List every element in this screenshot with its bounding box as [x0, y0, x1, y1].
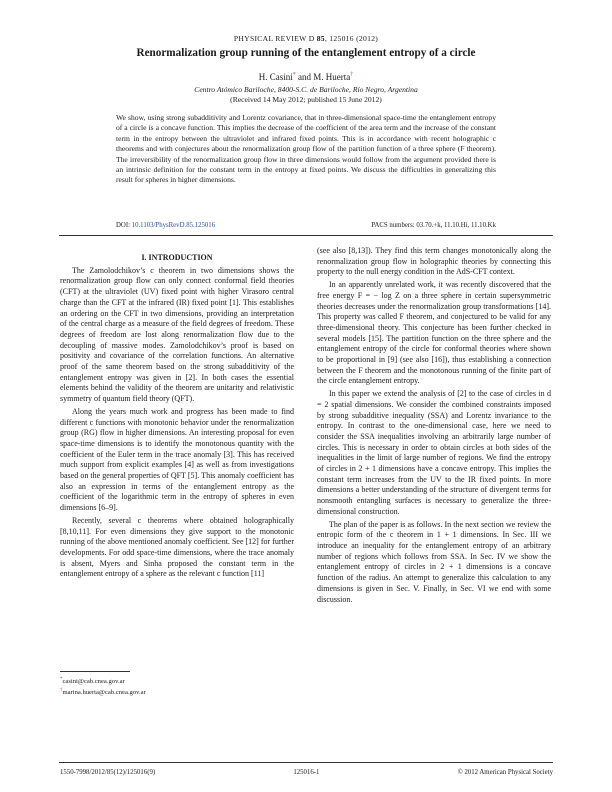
doi-link[interactable]: 10.1103/PhysRevD.85.125016: [131, 222, 216, 229]
email-casini[interactable]: casini@cab.cnea.gov.ar: [62, 678, 125, 686]
section-heading: I. INTRODUCTION: [141, 253, 213, 262]
right-column: [317, 246, 551, 605]
doi-label: DOI:: [116, 222, 130, 229]
abstract: We show, using strong subadditivity and Lorentz covariance, that in three-dimensional space-time the entanglement entropy of a circle is a concave function. This implies the decrease of the coefficient of the area term and the increase of the constant term in the entropy between the ultraviolet and infrared fixed points. This is in accordance with recent holographic c theorems and with conjectures about the renormalization group flow of the partition function of a three sphere (F theorem). The irreversibility of the renormalization group flow in three dimensions would follow from the argument provided there is an intrinsic definition for the constant term in the entropy at fixed points. We discuss the difficulties in generalizing this result for spheres in higher dimensions.: [116, 113, 496, 185]
journal-volume: 85: [316, 34, 325, 43]
footer-divider: [59, 762, 553, 763]
paragraph: (see also [8,13]). They find this term changes monotonically along the renormalization group flow in holographic theories by connecting this property to the null energy condition in the AdS-CFT context.: [317, 246, 551, 277]
paper-title: Renormalization group running of the entanglement entropy of a circle: [136, 47, 476, 59]
paragraph: In this paper we extend the analysis of [2] to the case of circles in d = 2 spatial dimensions. We consider the combined constraints imposed by strong subadditive inequality (SSA) and Lorentz invariance to the entropy. In contrast to the one-dimensional case, here we need to consider the SSA inequalities involving an arbitrarily large number of circles. This is necessary in order to obtain circles at both sides of the inequalities in the limit of large number of regions. We find the entropy of circles in 2 + 1 dimensions have a concave entropy. This implies the constant term increases from the UV to the IR fixed points. In more dimensions a better understanding of the structure of divergent terms for nonsmooth entangling surfaces is necessary to generalize the three-dimensional construction.: [317, 389, 551, 516]
footnote-email-casini: [60, 675, 294, 686]
footnote-mark: *: [60, 677, 63, 682]
footnote-mark-2[interactable]: †: [350, 72, 354, 78]
doi-pacs-row: [116, 222, 496, 229]
article-info: 125016 (2012): [329, 34, 379, 43]
paragraph: The Zamolodchikov’s c theorem in two dimensions shows the renormalization group flow can only connect conformal field theories (CFT) at the ultraviolet (UV) fixed point with higher Virasoro central charge than the CFT at the infrared (IR) fixed point [1]. This establishes an ordering on the CFT in two dimensions, providing an interpretation of the central charge as a measure of the field degrees of freedom. These degrees of freedom are lost along renormalization flow due to the decoupling of massive modes. Zamolodchikov’s proof is based on positivity and covariance of the correlation functions. An alternative proof of the same theorem based on the strong subadditivity of the entanglement entropy was given in [2]. In both cases the essential elements behind the validity of the theorem are unitarity and relativistic symmetry of quantum field theory (QFT).: [60, 265, 294, 404]
doi: [116, 222, 215, 229]
author-list: [0, 72, 612, 82]
page-footer: [60, 769, 553, 776]
paragraph: Along the years much work and progress has been made to find different c functions with monotonic behavior under the renormalization group (RG) flow in higher dimensions. An interesting proposal for even space-time dimensions is to identify the monotonous quantity with the coefficient of the Euler term in the trace anomaly [3]. This has received much support from explicit examples [4] as well as from investigations based on the general properties of QFT [5]. This anomaly coefficient has also an expression in terms of the entanglement entropy as the coefficient of the logarithmic term in the entropy of spheres in even dimensions [6–9].: [60, 406, 294, 513]
author-huerta: M. Huerta: [313, 72, 351, 82]
copyright: © 2012 American Physical Society: [457, 769, 553, 776]
affiliation: Centro Atómico Bariloche, 8400-S.C. de Bariloche, Río Negro, Argentina: [194, 85, 418, 94]
paragraph: Recently, several c theorems where obtained holographically [8,10,11]. For even dimensions they give support to the monotonic running of the above mentioned anomaly coefficient. See [12] for further developments. For odd space-time dimensions, where the trace anomaly is absent, Myers and Sinha proposed the constant term in the entanglement entropy of a sphere as the relevant c function [11]: [60, 515, 294, 579]
footnote-mark: †: [60, 688, 63, 694]
page-number: 125016-1: [293, 769, 320, 776]
footnote-rule: [60, 671, 130, 672]
paragraph: In an apparently unrelated work, it was recently discovered that the free energy F = − log Z on a three sphere in certain supersymmetric theories decreases under the renormalization group transformations [14]. This property was called F theorem, and conjectured to be valid for any three-dimensional theory. This conjecture has been further checked in several models [15]. The partition function on the three sphere and the entanglement entropy of the circle for conformal theories where shown to be proportional in [9] (see also [16]), thus establishing a connection between the F theorem and the monotonous running of the finite part of the circle entanglement entropy.: [317, 280, 551, 386]
left-column: [60, 253, 294, 580]
section-divider: [59, 235, 553, 236]
pacs-numbers: PACS numbers: 03.70.+k, 11.10.Hi, 11.10.Kk: [371, 222, 496, 229]
footnote-mark-1[interactable]: *: [292, 72, 296, 78]
email-huerta[interactable]: marina.huerta@cab.cnea.gov.ar: [62, 689, 146, 697]
received-dates: (Received 14 May 2012; published 15 June 2012): [230, 95, 382, 104]
author-casini: H. Casini: [258, 72, 293, 82]
journal-header: PHYSICAL REVIEW D 85, 125016 (2012): [233, 34, 379, 43]
footnotes: [60, 671, 294, 697]
issn-code: 1550-7998/2012/85(12)/125016(9): [60, 769, 156, 776]
author-conjunction: and: [298, 72, 311, 82]
paragraph: The plan of the paper is as follows. In the next section we review the entropic form of the c theorem in 1 + 1 dimensions. In Sec. III we introduce an inequality for the entanglement entropy of an arbitrary number of regions which follows from SSA. In Sec. IV we show the entanglement entropy of circles in 2 + 1 dimensions is a concave function of the radius. An attempt to generalize this calculation to any dimensions is given in Sec. V. Finally, in Sec. VI we end with some discussion.: [317, 519, 551, 604]
journal-name: PHYSICAL REVIEW D: [233, 34, 315, 43]
footnote-email-huerta: [60, 686, 294, 697]
